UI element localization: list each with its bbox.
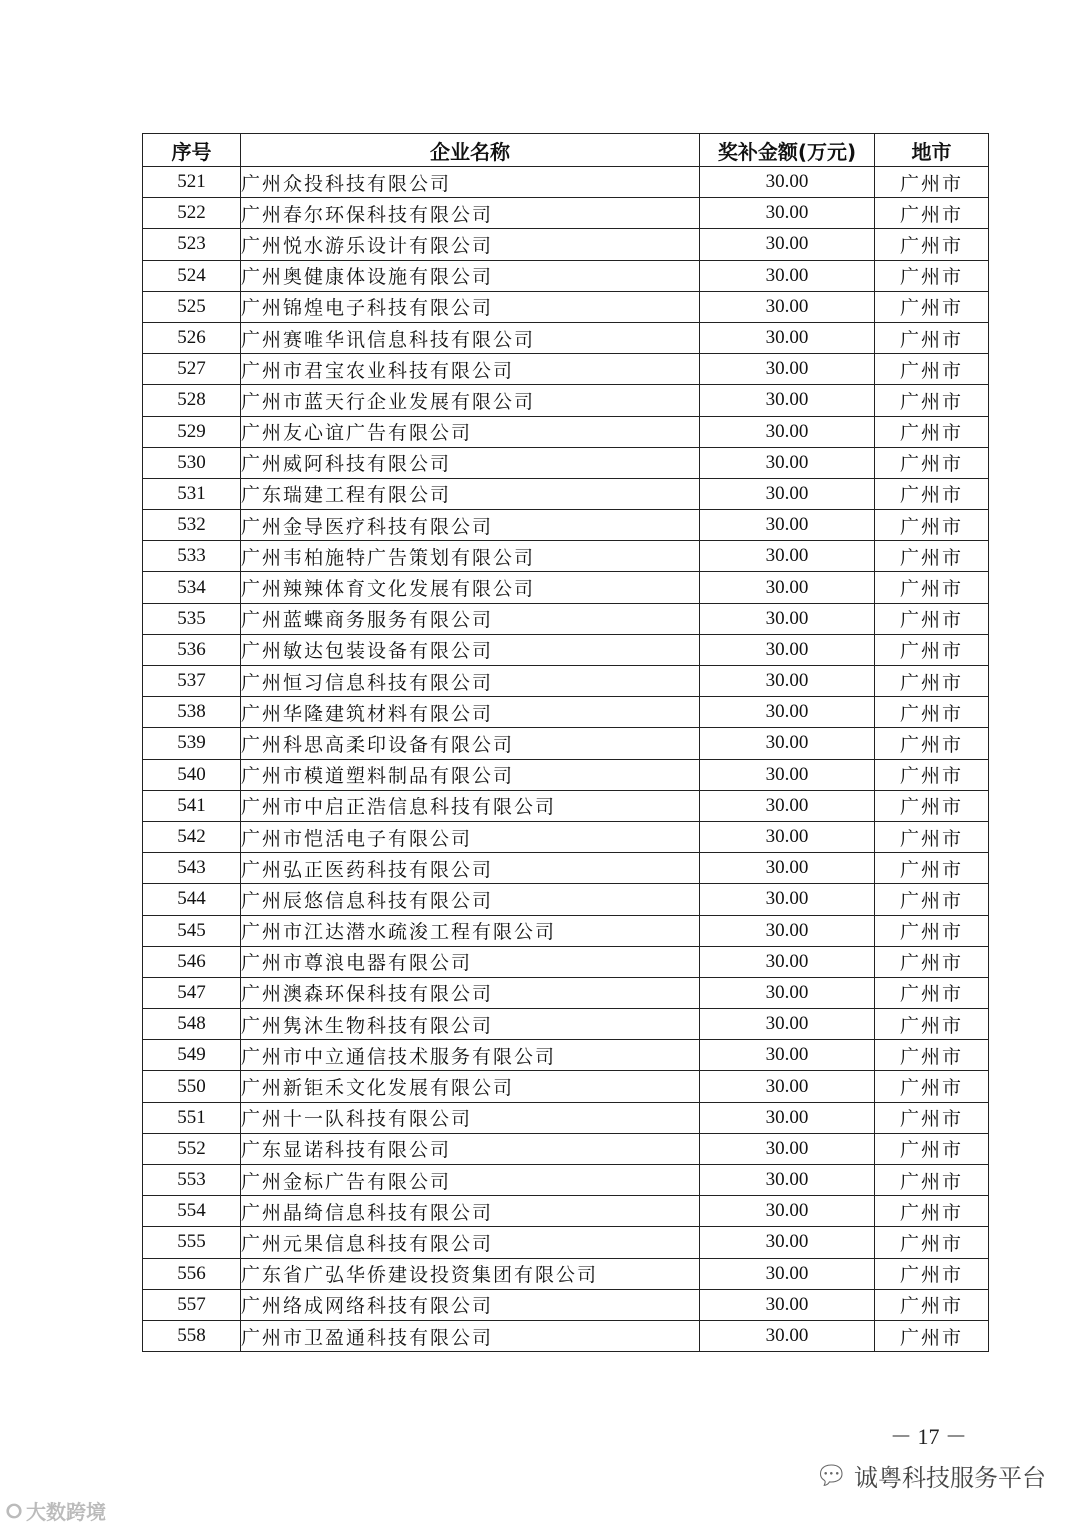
row-city: 广州市	[875, 603, 989, 634]
row-company-name: 广州市蓝天行企业发展有限公司	[241, 385, 700, 416]
row-city: 广州市	[875, 354, 989, 385]
table-row	[143, 853, 989, 884]
row-city: 广州市	[875, 510, 989, 541]
row-city: 广州市	[875, 666, 989, 697]
row-subsidy-amount: 30.00	[700, 1227, 875, 1258]
row-serial: 558	[143, 1320, 241, 1351]
page-number: － 17 －	[890, 1424, 968, 1449]
table-row	[143, 416, 989, 447]
row-city: 广州市	[875, 1258, 989, 1289]
table-row	[143, 385, 989, 416]
table-row	[143, 1009, 989, 1040]
row-company-name: 广州市中启正浩信息科技有限公司	[241, 790, 700, 821]
table-row	[143, 728, 989, 759]
row-subsidy-amount: 30.00	[700, 977, 875, 1008]
table-row	[143, 1320, 989, 1351]
row-company-name: 广州元果信息科技有限公司	[241, 1227, 700, 1258]
row-serial: 529	[143, 416, 241, 447]
row-company-name: 广州市中立通信技术服务有限公司	[241, 1040, 700, 1071]
row-city: 广州市	[875, 977, 989, 1008]
row-serial: 528	[143, 385, 241, 416]
row-city: 广州市	[875, 1165, 989, 1196]
row-serial: 547	[143, 977, 241, 1008]
row-city: 广州市	[875, 229, 989, 260]
table-row	[143, 1196, 989, 1227]
row-city: 广州市	[875, 1102, 989, 1133]
row-company-name: 广州市尊浪电器有限公司	[241, 946, 700, 977]
row-serial: 521	[143, 167, 241, 198]
row-subsidy-amount: 30.00	[700, 385, 875, 416]
row-city: 广州市	[875, 1071, 989, 1102]
row-city: 广州市	[875, 478, 989, 509]
row-serial: 546	[143, 946, 241, 977]
row-serial: 537	[143, 666, 241, 697]
row-subsidy-amount: 30.00	[700, 1196, 875, 1227]
row-company-name: 广东显诺科技有限公司	[241, 1133, 700, 1164]
row-company-name: 广州恒习信息科技有限公司	[241, 666, 700, 697]
row-subsidy-amount: 30.00	[700, 322, 875, 353]
table-row	[143, 1289, 989, 1320]
row-subsidy-amount: 30.00	[700, 915, 875, 946]
row-serial: 524	[143, 260, 241, 291]
row-serial: 533	[143, 541, 241, 572]
row-subsidy-amount: 30.00	[700, 603, 875, 634]
row-serial: 548	[143, 1009, 241, 1040]
row-company-name: 广州悦水游乐设计有限公司	[241, 229, 700, 260]
table-row	[143, 1071, 989, 1102]
row-serial: 542	[143, 821, 241, 852]
subsidy-table	[142, 133, 989, 1352]
row-subsidy-amount: 30.00	[700, 416, 875, 447]
table-row	[143, 759, 989, 790]
row-city: 广州市	[875, 198, 989, 229]
row-subsidy-amount: 30.00	[700, 821, 875, 852]
row-subsidy-amount: 30.00	[700, 1102, 875, 1133]
row-company-name: 广州辣辣体育文化发展有限公司	[241, 572, 700, 603]
table-row	[143, 666, 989, 697]
table-row	[143, 1165, 989, 1196]
row-city: 广州市	[875, 1227, 989, 1258]
row-city: 广州市	[875, 541, 989, 572]
row-city: 广州市	[875, 291, 989, 322]
row-serial: 551	[143, 1102, 241, 1133]
row-company-name: 广州友心谊广告有限公司	[241, 416, 700, 447]
row-subsidy-amount: 30.00	[700, 198, 875, 229]
table-row	[143, 821, 989, 852]
row-company-name: 广州新钜禾文化发展有限公司	[241, 1071, 700, 1102]
row-company-name: 广州络成网络科技有限公司	[241, 1289, 700, 1320]
row-subsidy-amount: 30.00	[700, 728, 875, 759]
row-serial: 555	[143, 1227, 241, 1258]
row-company-name: 广州晶绮信息科技有限公司	[241, 1196, 700, 1227]
table-row	[143, 946, 989, 977]
table-row	[143, 884, 989, 915]
row-serial: 553	[143, 1165, 241, 1196]
row-serial: 531	[143, 478, 241, 509]
row-serial: 554	[143, 1196, 241, 1227]
row-company-name: 广州春尔环保科技有限公司	[241, 198, 700, 229]
row-company-name: 广州锦煌电子科技有限公司	[241, 291, 700, 322]
row-company-name: 广州华隆建筑材料有限公司	[241, 697, 700, 728]
row-company-name: 广东瑞建工程有限公司	[241, 478, 700, 509]
table-row	[143, 915, 989, 946]
row-subsidy-amount: 30.00	[700, 229, 875, 260]
row-serial: 543	[143, 853, 241, 884]
row-company-name: 广州市卫盈通科技有限公司	[241, 1320, 700, 1351]
table-row	[143, 167, 989, 198]
row-subsidy-amount: 30.00	[700, 1009, 875, 1040]
table-row	[143, 1102, 989, 1133]
row-subsidy-amount: 30.00	[700, 1320, 875, 1351]
table-row	[143, 977, 989, 1008]
row-serial: 544	[143, 884, 241, 915]
row-serial: 550	[143, 1071, 241, 1102]
row-city: 广州市	[875, 1133, 989, 1164]
header-serial: 序号	[143, 134, 241, 167]
row-serial: 540	[143, 759, 241, 790]
row-subsidy-amount: 30.00	[700, 634, 875, 665]
row-serial: 523	[143, 229, 241, 260]
row-company-name: 广州赛唯华讯信息科技有限公司	[241, 322, 700, 353]
row-subsidy-amount: 30.00	[700, 291, 875, 322]
row-serial: 534	[143, 572, 241, 603]
row-city: 广州市	[875, 447, 989, 478]
row-subsidy-amount: 30.00	[700, 697, 875, 728]
source-watermark	[6, 1496, 106, 1525]
row-subsidy-amount: 30.00	[700, 790, 875, 821]
table-row	[143, 541, 989, 572]
table-body	[143, 167, 989, 1352]
row-city: 广州市	[875, 260, 989, 291]
row-city: 广州市	[875, 853, 989, 884]
table-row	[143, 1227, 989, 1258]
row-company-name: 广州韦柏施特广告策划有限公司	[241, 541, 700, 572]
source-label: 大数跨境	[26, 1500, 106, 1524]
row-company-name: 广州敏达包装设备有限公司	[241, 634, 700, 665]
row-city: 广州市	[875, 884, 989, 915]
row-subsidy-amount: 30.00	[700, 1071, 875, 1102]
row-serial: 552	[143, 1133, 241, 1164]
row-company-name: 广州澳森环保科技有限公司	[241, 977, 700, 1008]
row-subsidy-amount: 30.00	[700, 1289, 875, 1320]
row-city: 广州市	[875, 790, 989, 821]
row-city: 广州市	[875, 385, 989, 416]
row-serial: 536	[143, 634, 241, 665]
row-serial: 538	[143, 697, 241, 728]
row-subsidy-amount: 30.00	[700, 1258, 875, 1289]
wechat-account-label: 诚粤科技服务平台	[854, 1464, 1046, 1492]
table-row	[143, 1133, 989, 1164]
row-serial: 530	[143, 447, 241, 478]
row-city: 广州市	[875, 634, 989, 665]
row-company-name: 广东省广弘华侨建设投资集团有限公司	[241, 1258, 700, 1289]
row-city: 广州市	[875, 322, 989, 353]
row-subsidy-amount: 30.00	[700, 884, 875, 915]
row-city: 广州市	[875, 728, 989, 759]
row-serial: 545	[143, 915, 241, 946]
row-city: 广州市	[875, 915, 989, 946]
row-city: 广州市	[875, 1289, 989, 1320]
row-company-name: 广州市君宝农业科技有限公司	[241, 354, 700, 385]
row-subsidy-amount: 30.00	[700, 167, 875, 198]
row-city: 广州市	[875, 1320, 989, 1351]
row-subsidy-amount: 30.00	[700, 853, 875, 884]
row-subsidy-amount: 30.00	[700, 1133, 875, 1164]
row-company-name: 广州金导医疗科技有限公司	[241, 510, 700, 541]
row-subsidy-amount: 30.00	[700, 946, 875, 977]
row-subsidy-amount: 30.00	[700, 572, 875, 603]
row-city: 广州市	[875, 759, 989, 790]
source-logo-icon: ⭘	[6, 1498, 22, 1523]
table-row	[143, 790, 989, 821]
row-company-name: 广州隽沐生物科技有限公司	[241, 1009, 700, 1040]
row-company-name: 广州蓝蝶商务服务有限公司	[241, 603, 700, 634]
row-subsidy-amount: 30.00	[700, 510, 875, 541]
row-serial: 527	[143, 354, 241, 385]
row-serial: 556	[143, 1258, 241, 1289]
row-subsidy-amount: 30.00	[700, 1165, 875, 1196]
row-city: 广州市	[875, 821, 989, 852]
table-header-row	[143, 134, 989, 167]
row-serial: 541	[143, 790, 241, 821]
table-row	[143, 291, 989, 322]
row-company-name: 广州辰悠信息科技有限公司	[241, 884, 700, 915]
row-city: 广州市	[875, 1009, 989, 1040]
row-subsidy-amount: 30.00	[700, 354, 875, 385]
table-row	[143, 229, 989, 260]
header-company-name: 企业名称	[241, 134, 700, 167]
row-serial: 535	[143, 603, 241, 634]
row-serial: 526	[143, 322, 241, 353]
wechat-icon: 💬︎	[814, 1460, 848, 1491]
row-subsidy-amount: 30.00	[700, 1040, 875, 1071]
row-subsidy-amount: 30.00	[700, 447, 875, 478]
table-row	[143, 510, 989, 541]
table-row	[143, 354, 989, 385]
header-subsidy-amount: 奖补金额(万元)	[700, 134, 875, 167]
row-subsidy-amount: 30.00	[700, 759, 875, 790]
row-company-name: 广州科思高柔印设备有限公司	[241, 728, 700, 759]
row-company-name: 广州奥健康体设施有限公司	[241, 260, 700, 291]
table-row	[143, 603, 989, 634]
table-row	[143, 572, 989, 603]
row-company-name: 广州市模道塑料制品有限公司	[241, 759, 700, 790]
row-company-name: 广州市恺活电子有限公司	[241, 821, 700, 852]
table-row	[143, 198, 989, 229]
table-row	[143, 1040, 989, 1071]
row-serial: 549	[143, 1040, 241, 1071]
row-company-name: 广州市江达潜水疏浚工程有限公司	[241, 915, 700, 946]
row-city: 广州市	[875, 697, 989, 728]
wechat-watermark	[815, 1458, 1046, 1493]
header-city: 地市	[875, 134, 989, 167]
row-company-name: 广州威阿科技有限公司	[241, 447, 700, 478]
row-serial: 539	[143, 728, 241, 759]
row-company-name: 广州弘正医药科技有限公司	[241, 853, 700, 884]
row-subsidy-amount: 30.00	[700, 260, 875, 291]
row-company-name: 广州众投科技有限公司	[241, 167, 700, 198]
row-serial: 532	[143, 510, 241, 541]
table-row	[143, 322, 989, 353]
row-subsidy-amount: 30.00	[700, 541, 875, 572]
table-row	[143, 1258, 989, 1289]
row-company-name: 广州十一队科技有限公司	[241, 1102, 700, 1133]
row-city: 广州市	[875, 946, 989, 977]
row-serial: 557	[143, 1289, 241, 1320]
row-company-name: 广州金标广告有限公司	[241, 1165, 700, 1196]
table-row	[143, 478, 989, 509]
row-subsidy-amount: 30.00	[700, 666, 875, 697]
table-row	[143, 697, 989, 728]
row-city: 广州市	[875, 1040, 989, 1071]
row-city: 广州市	[875, 572, 989, 603]
row-serial: 525	[143, 291, 241, 322]
table-row	[143, 634, 989, 665]
row-serial: 522	[143, 198, 241, 229]
row-city: 广州市	[875, 1196, 989, 1227]
row-subsidy-amount: 30.00	[700, 478, 875, 509]
table-row	[143, 447, 989, 478]
row-city: 广州市	[875, 167, 989, 198]
row-city: 广州市	[875, 416, 989, 447]
table-row	[143, 260, 989, 291]
